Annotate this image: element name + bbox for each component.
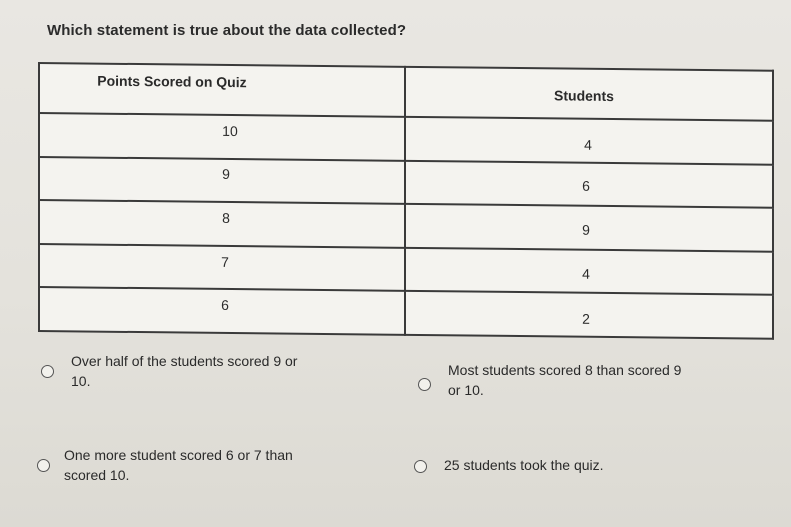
table-cell: [39, 113, 405, 160]
table-cell: [405, 248, 773, 295]
radio-button-icon[interactable]: [418, 378, 431, 391]
cell-value: 8: [222, 209, 230, 226]
radio-button-icon[interactable]: [37, 459, 50, 472]
cell-value: 4: [584, 136, 592, 153]
cell-value: 6: [582, 178, 590, 195]
table-header-row: [39, 63, 773, 121]
table-cell: [405, 160, 773, 207]
cell-value: 4: [582, 265, 590, 282]
question-text: Which statement is true about the data collected?: [47, 22, 407, 39]
cell-value: 6: [221, 297, 229, 314]
cell-value: 10: [222, 122, 238, 139]
table-row: [39, 244, 773, 295]
header-label: Students: [554, 87, 614, 105]
points-table: [38, 62, 774, 340]
table-cell: [39, 200, 405, 247]
answer-choice-a[interactable]: [32, 345, 382, 405]
column-header-students: [405, 67, 773, 121]
choice-label: Over half of the students scored 9 or 10.: [71, 353, 298, 389]
answer-choice-b[interactable]: [408, 358, 778, 413]
table-cell: [405, 204, 773, 251]
table-cell: [405, 291, 773, 338]
answer-choice-d[interactable]: [408, 450, 778, 485]
table-cell: [39, 287, 405, 334]
table-cell: [405, 117, 773, 164]
table-row: [39, 200, 773, 251]
cell-value: 9: [582, 221, 590, 238]
table-row: [39, 113, 773, 164]
header-label: Points Scored on Quiz: [97, 72, 247, 91]
choice-label: 25 students took the quiz.: [444, 457, 604, 473]
answer-choice-c[interactable]: [30, 442, 380, 497]
cell-value: 2: [582, 310, 590, 327]
radio-button-icon[interactable]: [414, 460, 427, 473]
choice-label: One more student scored 6 or 7 than scored 10.: [64, 447, 293, 483]
radio-button-icon[interactable]: [41, 365, 54, 378]
column-header-points: [39, 63, 405, 117]
cell-value: 9: [222, 166, 230, 183]
cell-value: 7: [221, 253, 229, 270]
choice-label: Most students scored 8 than scored 9 or 10.: [448, 362, 682, 398]
table-cell: [39, 244, 405, 291]
table-row: [39, 287, 773, 338]
table-cell: [39, 157, 405, 204]
table-row: [39, 157, 773, 208]
